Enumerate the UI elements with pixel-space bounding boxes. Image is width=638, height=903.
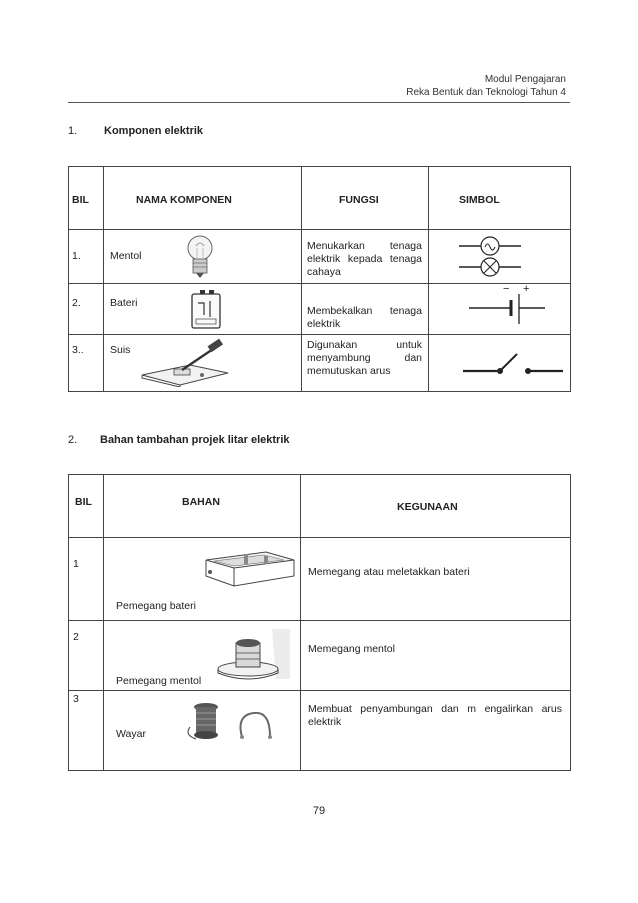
battery-holder-icon [204, 546, 296, 588]
col-bil: BIL [72, 194, 89, 206]
col-bahan: BAHAN [182, 496, 220, 508]
table-row [69, 691, 571, 771]
section2-title: Bahan tambahan projek litar elektrik [100, 434, 290, 446]
bulb-icon [184, 234, 216, 280]
row-bil: 2. [72, 297, 81, 309]
material-name: Pemegang bateri [116, 600, 196, 612]
section1-number: 1. [68, 125, 78, 137]
row-bil: 3.. [72, 344, 84, 356]
col-bil: BIL [75, 496, 92, 508]
header-rule [68, 102, 570, 103]
header-title: Modul Pengajaran [484, 74, 566, 85]
col-nama-komponen: NAMA KOMPONEN [136, 194, 232, 206]
col-fungsi: FUNGSI [339, 194, 379, 206]
component-function: Digunakan untuk menyambung dan memutuskan arus [307, 339, 422, 377]
row-bil: 2 [73, 631, 79, 643]
battery-symbol-icon [469, 294, 545, 330]
components-table [68, 166, 571, 392]
material-name: Pemegang mentol [116, 675, 202, 687]
material-usage: Memegang mentol [308, 643, 395, 655]
page-number: 79 [312, 805, 326, 817]
col-kegunaan: KEGUNAAN [397, 501, 458, 513]
materials-table [68, 474, 571, 771]
component-name: Mentol [110, 250, 142, 262]
row-bil: 3 [73, 693, 79, 705]
table-row [69, 538, 571, 621]
material-usage: Membuat penyambungan dan m engalirkan arus elektrik [308, 703, 562, 728]
row-bil: 1 [73, 558, 79, 570]
section1-title: Komponen elektrik [104, 125, 204, 137]
battery-minus-label: − [503, 283, 510, 295]
table-row [69, 230, 571, 284]
row-bil: 1. [72, 250, 81, 262]
switch-icon [140, 339, 230, 387]
component-name: Suis [110, 344, 131, 356]
col-simbol: SIMBOL [459, 194, 500, 206]
bulb-symbol-icon [459, 236, 545, 278]
switch-symbol-icon [463, 351, 565, 379]
component-name: Bateri [110, 297, 138, 309]
material-usage: Memegang atau meletakkan bateri [308, 566, 470, 578]
battery-icon [190, 289, 224, 331]
component-function: Membekalkan tenaga elektrik [307, 305, 422, 330]
component-function: Menukarkan tenaga elektrik kepada tenaga cahaya [307, 240, 422, 278]
table-row [69, 621, 571, 691]
material-name: Wayar [116, 728, 146, 740]
table-row [69, 284, 571, 335]
section2-number: 2. [68, 434, 78, 446]
battery-plus-label: + [523, 283, 530, 295]
header-subtitle: Reka Bentuk dan Teknologi Tahun 4 [406, 87, 566, 98]
materials-header-row [69, 475, 571, 538]
wire-icon [184, 697, 280, 745]
table-row [69, 335, 571, 392]
bulb-holder-icon [216, 629, 292, 681]
components-header-row [69, 167, 571, 230]
